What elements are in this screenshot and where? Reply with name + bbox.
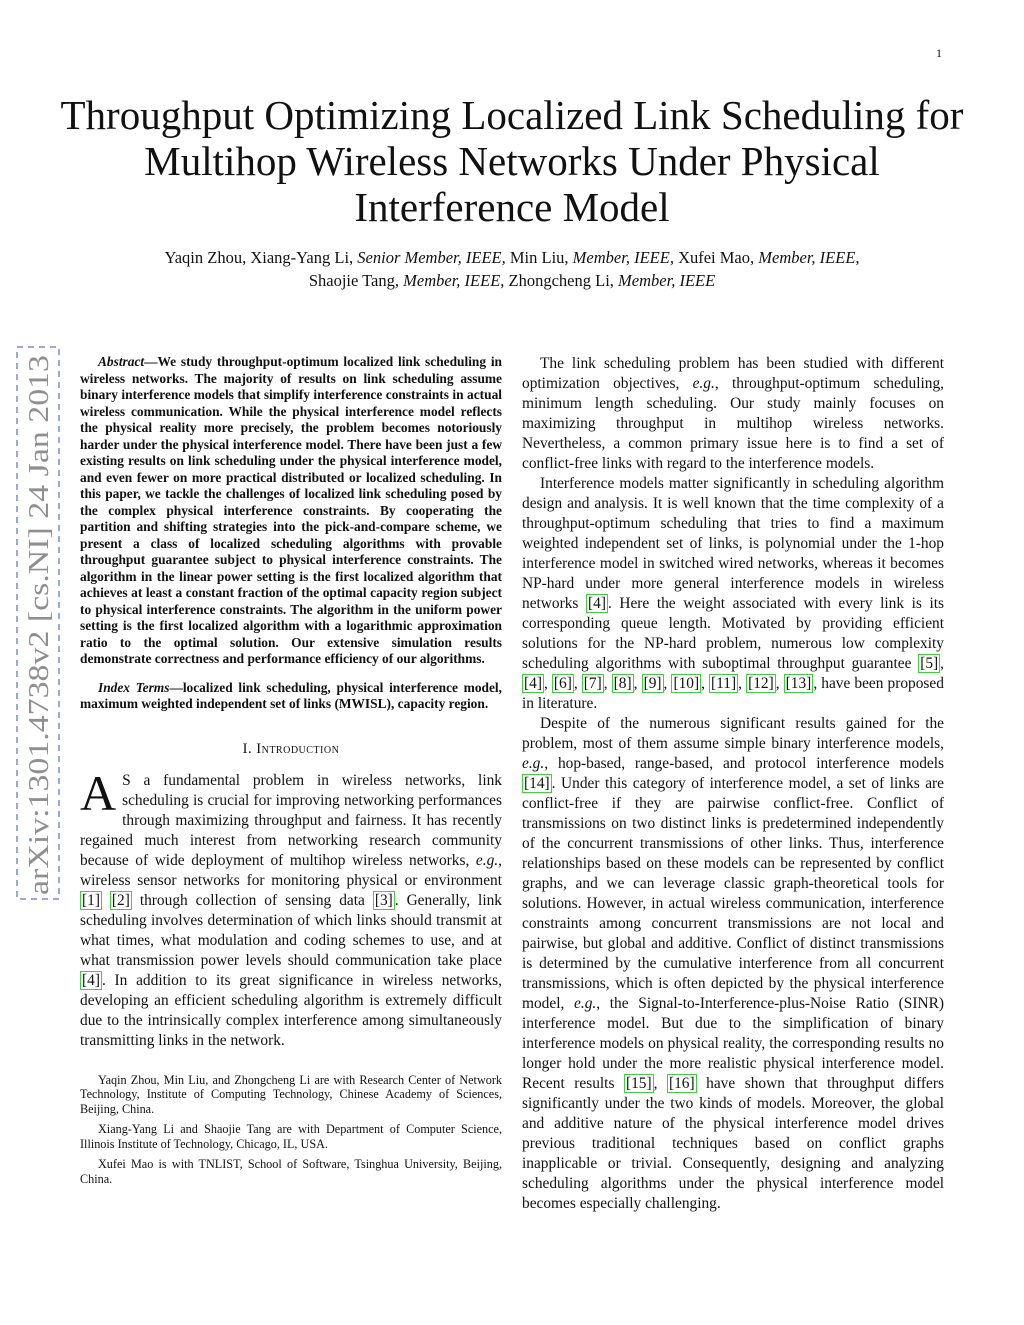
footnote: Xiang-Yang Li and Shaojie Tang are with Department of Computer Science, Illinois Institute of Technology, Chicago, IL, USA. bbox=[80, 1122, 502, 1151]
footnote: Xufei Mao is with TNLIST, School of Software, Tsinghua University, Beijing, China. bbox=[80, 1157, 502, 1186]
citation-link[interactable]: [12] bbox=[748, 675, 774, 692]
citation-link[interactable]: [4] bbox=[588, 595, 606, 612]
citation-link[interactable]: [3] bbox=[374, 891, 393, 909]
citation-link[interactable]: [4] bbox=[524, 675, 542, 692]
author-line-2: Shaojie Tang, Member, IEEE, Zhongcheng Li, Member, IEEE bbox=[308, 271, 716, 290]
citation-link[interactable]: [6] bbox=[553, 675, 572, 692]
citation-link[interactable]: [10] bbox=[673, 675, 700, 692]
abstract: Abstract—We study throughput-optimum localized link scheduling in wireless networks. The majority of results on link scheduling assume binary interference models that simplify interference constraints in actual wireless communication. While the physical interference model reflects the physical reality more precisely, the problem becomes notoriously harder under the physical interference model. There have been just a few existing results on link scheduling under the physical interference model, and even fewer on more practical distributed or localized scheduling. In this paper, we tackle the challenges of localized link scheduling posed by the complex physical interference constraints. By cooperating the partition and shifting strategies into the pick-and-compare scheme, we present a class of localized scheduling algorithms with provable throughput guarantee subject to physical interference constraints. The algorithm in the linear power setting is the first localized algorithm that achieves at least a constant fraction of the optimal capacity region subject to physical interference constraints. The algorithm in the uniform power setting is the first localized algorithm with a logarithmic approximation ratio to the optimal solution. Our extensive simulation results demonstrate correctness and performance efficiency of our algorithms. bbox=[80, 354, 502, 666]
citation-link[interactable]: [14] bbox=[524, 775, 550, 792]
citation-link[interactable]: [16] bbox=[668, 1075, 695, 1092]
citation-link[interactable]: [4] bbox=[82, 971, 100, 989]
citation-link[interactable]: [11] bbox=[711, 675, 737, 692]
citation-link[interactable]: [9] bbox=[643, 675, 662, 692]
citation-link[interactable]: [2] bbox=[111, 891, 130, 909]
body-paragraph-2: Interference models matter significantly in scheduling algorithm design and analysis. It is well known that the time complexity of a throughput-optimum scheduling that tries to find a maximum weighted independent set of links, is polynomial under the 1-hop interference model in switched wired networks, whereas it becomes NP-hard under more general interference models in wireless networks [4] . Here the weight associated with every link is its corresponding queue length. Motivated by providing efficient solutions for the NP-hard problem, numerous low complexity scheduling algorithms with suboptimal throughput guarantee [5] , [4] , [6] , [7] , [8] , [9] , [10] , [11] , [12] , [13] , have been proposed in literature. bbox=[522, 475, 944, 712]
body-paragraph-1: The link scheduling problem has been studied with different optimization objectives, e.g., throughput-optimum scheduling, minimum length scheduling. Our study mainly focuses on maximizing throughput in multihop wireless networks. Nevertheless, a common primary issue here is to find a set of conflict-free links with regard to the interference models. bbox=[522, 355, 944, 472]
drop-cap: A bbox=[80, 764, 117, 821]
footnote: Yaqin Zhou, Min Liu, and Zhongcheng Li are with Research Center of Network Technology, Institute of Computing Technology, Chinese Academy of Sciences, Beijing, China. bbox=[80, 1072, 502, 1116]
right-column bbox=[522, 354, 944, 1214]
citation-link[interactable]: [8] bbox=[613, 675, 632, 692]
body-paragraph-3: Despite of the numerous significant results gained for the problem, most of them assume simple binary interference models, e.g., hop-based, range-based, and protocol interference models [14] . Under this category of interference model, a set of links are conflict-free if they are pairwise conflict-free. Conflict of transmissions on two distinct links is predetermined independently of the concurrent transmissions of other links. Thus, interference relationships based on these models can be represented by conflict graphs, and we can leverage classic graph-theoretical tools for solutions. However, in actual wireless communication, interference constraints among concurrent transmissions are not local and pairwise, but global and additive. Conflict of distinct transmissions is determined by the cumulative interference from all concurrent transmissions, which is often depicted by the physical interference model, e.g., the Signal-to-Interference-plus-Noise Ratio (SINR) interference model. But due to the simplification of binary interference models on physical reality, the corresponding results no longer hold under the more realistic physical interference model. Recent results [15] , [16] have shown that throughput differs significantly under the two kinds of models. Moreover, the global and additive nature of the physical interference model drives previous traditional techniques based on conflict graphs inapplicable or trivial. Consequently, designing and analyzing scheduling algorithms under the physical interference model becomes especially challenging. bbox=[522, 715, 944, 1212]
citation-link[interactable]: [7] bbox=[583, 675, 602, 692]
citation-link[interactable]: [15] bbox=[625, 1075, 652, 1092]
intro-paragraph-1: A S a fundamental problem in wireless networks, link scheduling is crucial for improving networking performances through maximizing throughput and fairness. It has recently regained much interest from networking research community because of wide deployment of multihop wireless networks, e.g., wireless sensor networks for monitoring physical or environment [1] [2] through collection of sensing data [3] . Generally, link scheduling involves determination of which links should transmit at what times, what modulation and coding schemes to use, and at what transmission power levels should communication take place [4] . In addition to its great significance in wireless networks, developing an efficient scheduling algorithm is extremely difficult due to the intrinsically complex interference among simultaneously transmitting links in the network. bbox=[80, 764, 502, 1049]
affiliation-footnotes bbox=[80, 1073, 502, 1187]
arxiv-identifier: arXiv:1301.4738v2 [cs.NI] 24 Jan 2013 bbox=[24, 448, 55, 895]
arxiv-side-stamp bbox=[16, 346, 60, 900]
paper-title: Throughput Optimizing Localized Link Scheduling for Multihop Wireless Networks Under Physical Interference Model bbox=[60, 92, 964, 230]
index-terms: Index Terms—localized link scheduling, physical interference model, maximum weighted independent set of links (MWISL), capacity region. bbox=[80, 679, 502, 711]
author-line-1: Yaqin Zhou, Xiang-Yang Li, Senior Member, IEEE, Min Liu, Member, IEEE, Xufei Mao, Member, IEEE, bbox=[164, 248, 860, 267]
author-list bbox=[60, 246, 964, 292]
left-column bbox=[80, 354, 502, 1192]
section-heading-introduction: I. Introduction bbox=[242, 740, 340, 757]
citation-link[interactable]: [1] bbox=[82, 891, 100, 909]
page-number: 1 bbox=[936, 46, 942, 60]
citation-link[interactable]: [13] bbox=[785, 675, 812, 692]
citation-link[interactable]: [5] bbox=[920, 655, 939, 672]
